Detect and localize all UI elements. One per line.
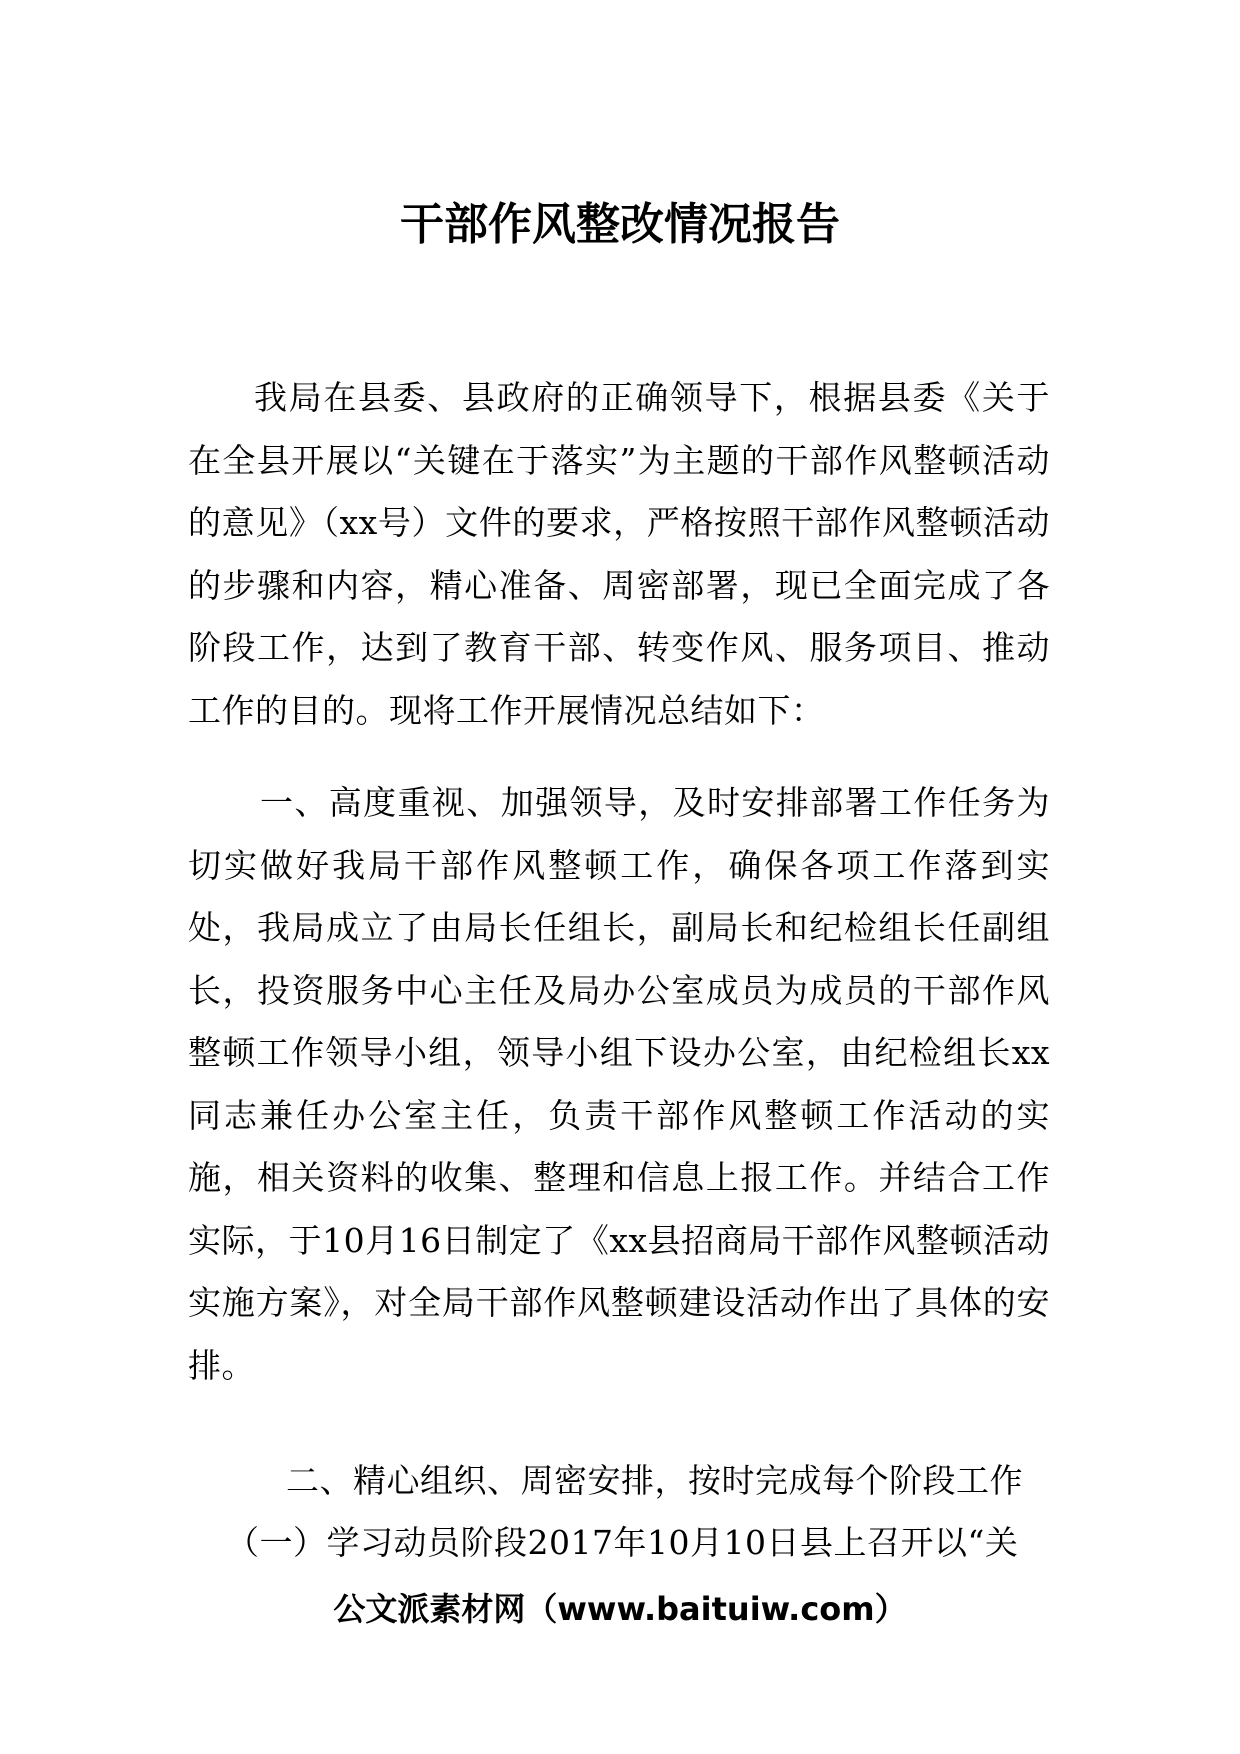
footer-watermark-text: 公文派素材网（www.baituiw.com） (333, 1590, 907, 1628)
document-title: 干部作风整改情况报告 (400, 199, 840, 250)
paragraph-section-two-heading: 二、精心组织、周密安排，按时完成每个阶段工作 (286, 1461, 1023, 1500)
paragraph-subsection-one: （一）学习动员阶段2017年10月10日县上召开以“关 (226, 1523, 1019, 1562)
paragraph-intro: 我局在县委、县政府的正确领导下，根据县委《关于在全县开展以“关键在于落实”为主题的干部作风整顿活动的意见》（xx号）文件的要求，严格按照干部作风整顿活动的步骤和内容，精心准备、周密部署，现已全面完成了各阶段工作，达到了教育干部、转变作风、服务项目、推动工作的目的。现将工作开展情况总结如下： (188, 378, 1050, 730)
paragraph-section-one: 一、高度重视、加强领导，及时安排部署工作任务为切实做好我局干部作风整顿工作，确保各项工作落到实处，我局成立了由局长任组长，副局长和纪检组长任副组长，投资服务中心主任及局办公室成员为成员的干部作风整顿工作领导小组，领导小组下设办公室，由纪检组长xx同志兼任办公室主任，负责干部作风整顿工作活动的实施，相关资料的收集、整理和信息上报工作。并结合工作实际，于10月16日制定了《xx县招商局干部作风整顿活动实施方案》，对全局干部作风整顿建设活动作出了具体的安排。 (188, 783, 1050, 1385)
